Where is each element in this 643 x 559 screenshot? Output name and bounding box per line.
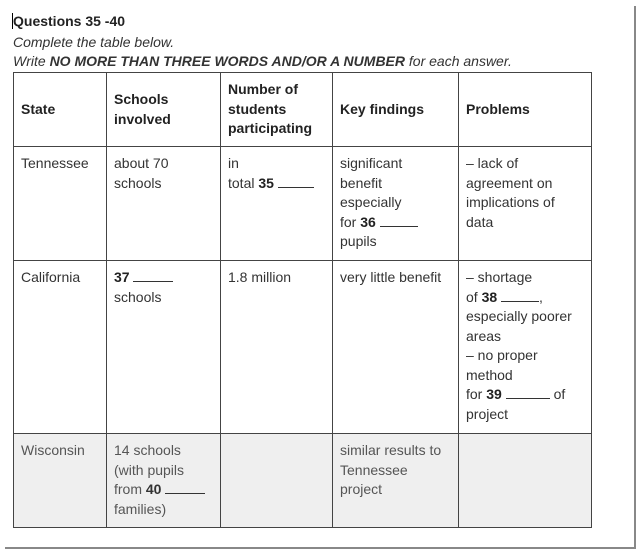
cell-line: agreement on — [466, 174, 553, 191]
question-36-number: 36 — [360, 213, 376, 230]
cell-line: data — [466, 213, 494, 230]
header-findings: Key findings — [333, 73, 459, 147]
cell-students — [221, 434, 333, 528]
cell-text: of — [553, 386, 566, 402]
cell-line: schools — [114, 288, 162, 305]
cell-text: total — [228, 174, 255, 191]
cell-line: similar results to — [340, 442, 442, 458]
cell-line: in — [228, 155, 239, 171]
question-38-number: 38 — [481, 288, 498, 305]
header-state: State — [14, 73, 107, 147]
cell-line: (with pupils — [114, 461, 185, 478]
instruction-post: for each answer. — [405, 53, 512, 69]
instruction-bold: NO MORE THAN THREE WORDS AND/OR A NUMBER — [49, 53, 405, 69]
cell-text: of — [466, 288, 478, 305]
cell-line — [340, 213, 452, 233]
cell-state: California — [14, 261, 107, 434]
cell-line: Tennessee — [340, 461, 408, 478]
cell-line: – no proper — [466, 347, 538, 363]
cell-line: significant — [340, 155, 403, 171]
questions-table — [13, 72, 592, 528]
table-header-row — [14, 73, 592, 147]
cell-line — [114, 268, 214, 288]
cell-text: for — [466, 386, 483, 402]
cell-students: 1.8 million — [221, 261, 333, 434]
cell-line: – shortage — [466, 269, 533, 285]
table-row-california — [14, 261, 592, 434]
cell-schools: about 70 schools — [107, 147, 221, 261]
cell-line: 14 schools — [114, 442, 181, 458]
answer-blank-39[interactable] — [506, 385, 550, 399]
cell-findings: very little benefit — [333, 261, 459, 434]
cell-line — [466, 385, 585, 405]
cell-state: Tennessee — [14, 147, 107, 261]
instruction-word-limit — [13, 53, 512, 69]
question-35-number: 35 — [258, 174, 274, 191]
cell-line: benefit — [340, 174, 383, 191]
cell-line — [228, 174, 326, 194]
table-row-tennessee — [14, 147, 592, 261]
question-37-number: 37 — [114, 269, 130, 285]
header-schools: Schools involved — [107, 73, 221, 147]
header-students: Number of students participating — [221, 73, 333, 147]
cell-state: Wisconsin — [14, 434, 107, 528]
cell-line: especially poorer — [466, 308, 572, 324]
answer-blank-36[interactable] — [380, 213, 418, 227]
cell-line: project — [340, 481, 383, 497]
cell-line: especially — [340, 194, 402, 210]
question-39-number: 39 — [486, 386, 502, 402]
cell-problems — [459, 261, 592, 434]
cell-findings — [333, 147, 459, 261]
cell-schools — [107, 434, 221, 528]
table-row-wisconsin — [14, 434, 592, 528]
cell-line — [114, 480, 214, 500]
answer-blank-35[interactable] — [278, 174, 314, 188]
instruction-pre: Write — [13, 53, 50, 69]
cell-line: pupils — [340, 233, 377, 249]
cell-schools — [107, 261, 221, 434]
cell-problems — [459, 434, 592, 528]
cell-text: from — [114, 481, 142, 497]
question-40-number: 40 — [145, 481, 162, 497]
cell-line: implications of — [466, 194, 555, 210]
cell-problems — [459, 147, 592, 261]
cell-findings — [333, 434, 459, 528]
cell-text: for — [340, 213, 357, 230]
answer-blank-37[interactable] — [133, 268, 173, 282]
cell-text: , — [539, 288, 543, 305]
questions-title: Questions 35 -40 — [13, 13, 126, 29]
answer-blank-40[interactable] — [165, 480, 205, 494]
header-problems: Problems — [459, 73, 592, 147]
cell-students — [221, 147, 333, 261]
cell-line — [466, 288, 585, 308]
cell-line: areas — [466, 327, 502, 344]
cell-line: method — [466, 366, 513, 383]
answer-blank-38[interactable] — [501, 288, 539, 302]
cell-line: project — [466, 405, 509, 422]
cell-line: – lack of — [466, 155, 519, 171]
instruction-complete: Complete the table below. — [13, 34, 175, 50]
cell-line: families) — [114, 500, 167, 517]
